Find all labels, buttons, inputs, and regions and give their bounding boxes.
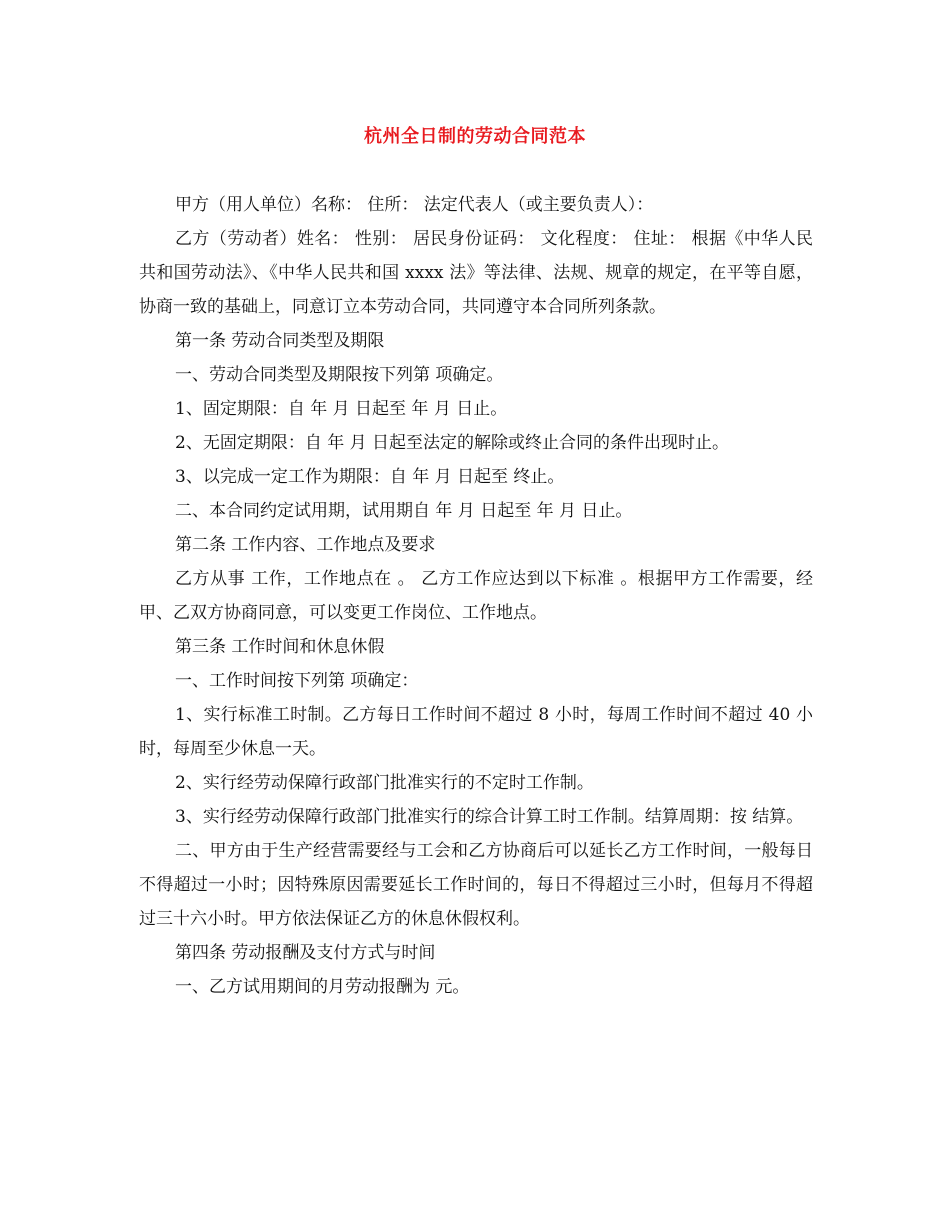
document-body xyxy=(139,188,813,1004)
clause-1-option-2: 2、无固定期限：自 年 月 日起至法定的解除或终止合同的条件出现时止。 xyxy=(175,433,730,453)
clause-1-option-1: 1、固定期限：自 年 月 日起至 年 月 日止。 xyxy=(175,399,508,419)
clause-2-text: 乙方从事 工作，工作地点在 。 乙方工作应达到以下标准 。根据甲方工作需要，经甲、乙双方协商同意，可以变更工作岗位、工作地点。 xyxy=(139,569,813,623)
clause-2-heading: 第二条 工作内容、工作地点及要求 xyxy=(175,535,436,555)
clause-3-item-1: 一、工作时间按下列第 项确定： xyxy=(175,671,419,691)
clause-3-item-2: 二、甲方由于生产经营需要经与工会和乙方协商后可以延长乙方工作时间，一般每日不得超过一小时；因特殊原因需要延长工作时间的，每日不得超过三小时，但每月不得超过三十六小时。甲方依法保证乙方的休息休假权利。 xyxy=(139,841,813,929)
clause-4-heading: 第四条 劳动报酬及支付方式与时间 xyxy=(175,943,436,963)
clause-1-item-2: 二、本合同约定试用期，试用期自 年 月 日起至 年 月 日止。 xyxy=(175,501,633,521)
clause-1-option-3: 3、以完成一定工作为期限：自 年 月 日起至 终止。 xyxy=(175,467,565,487)
document-title: 杭州全日制的劳动合同范本 xyxy=(364,126,586,147)
clause-3-heading: 第三条 工作时间和休息休假 xyxy=(175,637,385,657)
clause-1-item-1: 一、劳动合同类型及期限按下列第 项确定。 xyxy=(175,365,504,385)
clause-1-heading: 第一条 劳动合同类型及期限 xyxy=(175,331,385,351)
party-a-line: 甲方（用人单位）名称： 住所： 法定代表人（或主要负责人）： xyxy=(175,195,654,215)
clause-4-item-1: 一、乙方试用期间的月劳动报酬为 元。 xyxy=(175,977,470,997)
clause-3-option-1: 1、实行标准工时制。乙方每日工作时间不超过 8 小时，每周工作时间不超过 40 小时，每周至少休息一天。 xyxy=(139,705,813,759)
party-b-line: 乙方（劳动者）姓名： 性别： 居民身份证码： 文化程度： 住址： 根据《中华人民共和国劳动法》、《中华人民共和国 xxxx 法》等法律、法规、规章的规定，在平等自愿，协商一致的基础上，同意订立本劳动合同，共同遵守本合同所列条款。 xyxy=(139,229,813,317)
clause-3-option-2: 2、实行经劳动保障行政部门批准实行的不定时工作制。 xyxy=(175,773,594,793)
clause-3-option-3: 3、实行经劳动保障行政部门批准实行的综合计算工时工作制。结算周期：按 结算。 xyxy=(175,807,804,827)
